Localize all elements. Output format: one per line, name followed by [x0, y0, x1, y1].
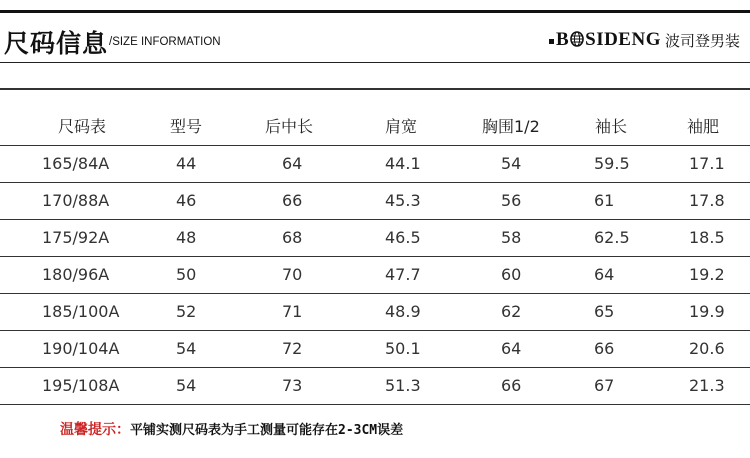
brand-wordmark: [556, 29, 661, 51]
cell-half-chest: 62: [501, 302, 522, 321]
cell-shoulder: 47.7: [385, 265, 421, 284]
cell-sleeve-width: 19.9: [689, 302, 725, 321]
table-top-rule: [0, 88, 750, 90]
cell-back-length: 70: [282, 265, 303, 284]
cell-half-chest: 58: [501, 228, 522, 247]
column-header-back-length: 后中长: [265, 117, 314, 136]
brand-prefix: B: [555, 29, 570, 50]
globe-icon: [570, 31, 584, 47]
header-rule: [0, 62, 750, 63]
cell-sleeve-width: 17.8: [689, 191, 725, 210]
cell-sleeve-length: 64: [594, 265, 615, 284]
column-header-half-chest: 胸围1/2: [482, 117, 540, 136]
header: [0, 14, 750, 62]
cell-shoulder: 48.9: [385, 302, 421, 321]
cell-shoulder: 50.1: [385, 339, 421, 358]
column-header-model: 型号: [170, 117, 203, 136]
cell-size: 175/92A: [42, 228, 110, 247]
brand-logo: [549, 28, 740, 52]
cell-size: 185/100A: [42, 302, 120, 321]
cell-size: 170/88A: [42, 191, 110, 210]
cell-shoulder: 51.3: [385, 376, 421, 395]
cell-size: 195/108A: [42, 376, 120, 395]
cell-back-length: 71: [282, 302, 303, 321]
column-header-shoulder: 肩宽: [385, 117, 418, 136]
cell-half-chest: 54: [501, 154, 522, 173]
column-header-sleeve-width: 袖肥: [687, 117, 720, 136]
measurement-tip: [60, 420, 403, 440]
cell-half-chest: 66: [501, 376, 522, 395]
cell-half-chest: 60: [501, 265, 522, 284]
cell-back-length: 68: [282, 228, 303, 247]
page-title: 尺码信息: [4, 29, 109, 58]
table-row: [0, 256, 750, 293]
brand-square-icon: [549, 39, 554, 44]
column-header-sleeve-length: 袖长: [595, 117, 628, 136]
cell-sleeve-width: 19.2: [689, 265, 725, 284]
row-divider: [0, 404, 750, 405]
tip-label: 温馨提示：: [60, 422, 130, 438]
cell-model: 52: [176, 302, 197, 321]
cell-sleeve-width: 17.1: [689, 154, 725, 173]
page-subtitle: /SIZE INFORMATION: [109, 36, 221, 48]
cell-sleeve-length: 62.5: [594, 228, 630, 247]
cell-model: 54: [176, 339, 197, 358]
table-row: [0, 367, 750, 404]
cell-sleeve-length: 59.5: [594, 154, 630, 173]
cell-half-chest: 64: [501, 339, 522, 358]
cell-back-length: 64: [282, 154, 303, 173]
cell-sleeve-length: 65: [594, 302, 615, 321]
table-row: [0, 293, 750, 330]
cell-model: 44: [176, 154, 197, 173]
cell-size: 180/96A: [42, 265, 110, 284]
cell-half-chest: 56: [501, 191, 522, 210]
cell-sleeve-width: 21.3: [689, 376, 725, 395]
column-header-size: 尺码表: [58, 117, 107, 136]
cell-shoulder: 44.1: [385, 154, 421, 173]
cell-size: 165/84A: [42, 154, 110, 173]
table-header-row: [0, 108, 750, 145]
cell-sleeve-width: 20.6: [689, 339, 725, 358]
cell-sleeve-length: 66: [594, 339, 615, 358]
cell-shoulder: 45.3: [385, 191, 421, 210]
cell-model: 54: [176, 376, 197, 395]
cell-back-length: 73: [282, 376, 303, 395]
brand-suffix: SIDENG: [585, 29, 661, 50]
cell-back-length: 72: [282, 339, 303, 358]
cell-sleeve-width: 18.5: [689, 228, 725, 247]
cell-model: 46: [176, 191, 197, 210]
cell-shoulder: 46.5: [385, 228, 421, 247]
cell-model: 50: [176, 265, 197, 284]
table-row: [0, 219, 750, 256]
top-rule: [0, 10, 750, 13]
brand-name-zh: 波司登男装: [664, 31, 740, 50]
table-row: [0, 145, 750, 182]
cell-back-length: 66: [282, 191, 303, 210]
tip-text: 平铺实测尺码表为手工测量可能存在2-3CM误差: [130, 423, 404, 438]
table-row: [0, 330, 750, 367]
cell-size: 190/104A: [42, 339, 120, 358]
table-row: [0, 182, 750, 219]
cell-sleeve-length: 61: [594, 191, 615, 210]
cell-model: 48: [176, 228, 197, 247]
cell-sleeve-length: 67: [594, 376, 615, 395]
